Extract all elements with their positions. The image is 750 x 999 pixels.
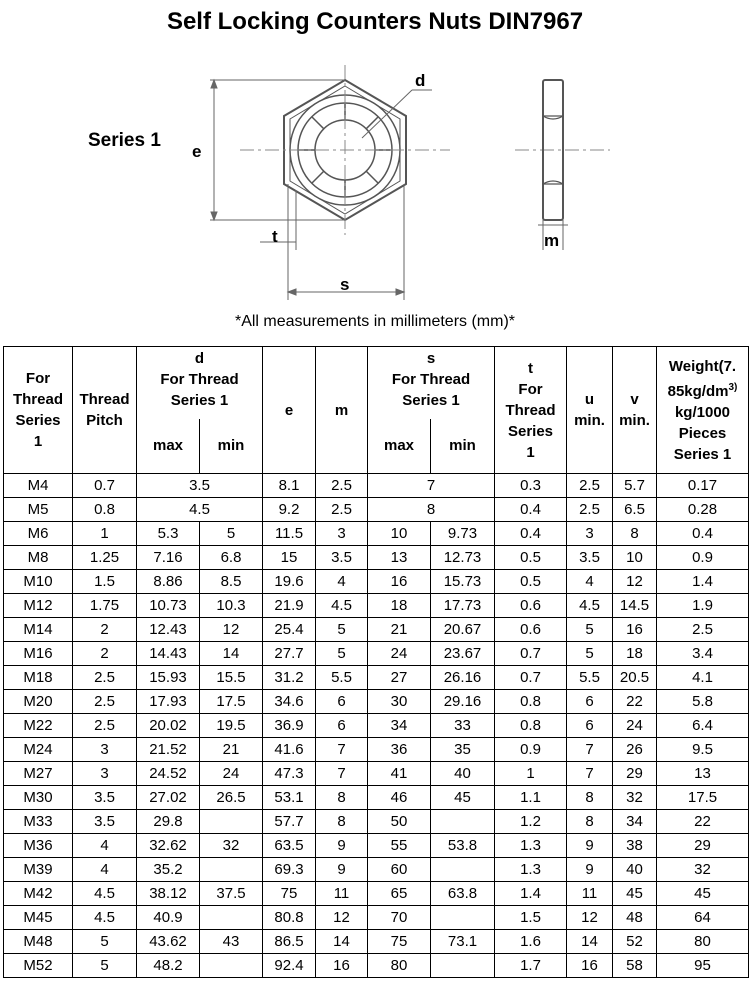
cell-weight: 0.28: [657, 498, 749, 522]
cell-e: 9.2: [263, 498, 316, 522]
cell-weight: 0.9: [657, 546, 749, 570]
cell-t: 0.6: [495, 618, 567, 642]
cell-thread: M36: [4, 834, 73, 858]
label-t: t: [272, 227, 278, 246]
cell-d-min: [200, 906, 263, 930]
cell-d-min: [200, 810, 263, 834]
cell-weight: 0.4: [657, 522, 749, 546]
cell-pitch: 1: [73, 522, 137, 546]
cell-e: 19.6: [263, 570, 316, 594]
cell-u: 5.5: [567, 666, 613, 690]
cell-u: 9: [567, 834, 613, 858]
cell-s-min: 35: [431, 738, 495, 762]
cell-pitch: 1.25: [73, 546, 137, 570]
cell-u: 7: [567, 738, 613, 762]
cell-e: 31.2: [263, 666, 316, 690]
cell-e: 69.3: [263, 858, 316, 882]
table-row: [4, 546, 749, 570]
cell-u: 4.5: [567, 594, 613, 618]
table-row: [4, 594, 749, 618]
cell-v: 8: [613, 522, 657, 546]
cell-v: 34: [613, 810, 657, 834]
cell-e: 86.5: [263, 930, 316, 954]
table-row: [4, 738, 749, 762]
cell-d-min: 24: [200, 762, 263, 786]
cell-m: 6: [316, 690, 368, 714]
header-d-min: min: [200, 419, 263, 474]
cell-s-min: 26.16: [431, 666, 495, 690]
label-m: m: [544, 231, 560, 250]
cell-weight: 64: [657, 906, 749, 930]
cell-v: 48: [613, 906, 657, 930]
cell-pitch: 4.5: [73, 882, 137, 906]
cell-s-min: [431, 906, 495, 930]
cell-d-min: 15.5: [200, 666, 263, 690]
cell-d-max: 27.02: [137, 786, 200, 810]
cell-d-max: 24.52: [137, 762, 200, 786]
cell-d-max: 21.52: [137, 738, 200, 762]
cell-s-max: 34: [368, 714, 431, 738]
header-s-max: max: [368, 419, 431, 474]
cell-m: 12: [316, 906, 368, 930]
cell-d-min: 26.5: [200, 786, 263, 810]
cell-weight: 9.5: [657, 738, 749, 762]
cell-s-min: 40: [431, 762, 495, 786]
cell-d-max: 5.3: [137, 522, 200, 546]
cell-weight: 22: [657, 810, 749, 834]
cell-u: 8: [567, 786, 613, 810]
cell-pitch: 3.5: [73, 810, 137, 834]
header-thread-pitch: Thread Pitch: [73, 347, 137, 474]
cell-t: 0.5: [495, 570, 567, 594]
cell-d-max: 35.2: [137, 858, 200, 882]
cell-thread: M6: [4, 522, 73, 546]
cell-d-min: 17.5: [200, 690, 263, 714]
table-row: [4, 474, 749, 498]
cell-s-max: 16: [368, 570, 431, 594]
cell-u: 5: [567, 642, 613, 666]
cell-thread: M39: [4, 858, 73, 882]
cell-d-min: 21: [200, 738, 263, 762]
cell-u: 7: [567, 762, 613, 786]
cell-v: 40: [613, 858, 657, 882]
cell-weight: 2.5: [657, 618, 749, 642]
table-body: [4, 474, 749, 978]
cell-d-max: 8.86: [137, 570, 200, 594]
header-d: d For Thread Series 1: [137, 347, 263, 419]
cell-s: 8: [368, 498, 495, 522]
spec-table: [3, 346, 749, 978]
cell-thread: M12: [4, 594, 73, 618]
cell-s-max: 30: [368, 690, 431, 714]
cell-pitch: 4: [73, 858, 137, 882]
cell-pitch: 3: [73, 762, 137, 786]
cell-m: 2.5: [316, 474, 368, 498]
measurement-note: *All measurements in millimeters (mm)*: [234, 313, 516, 330]
cell-d-min: 19.5: [200, 714, 263, 738]
cell-thread: M45: [4, 906, 73, 930]
cell-t: 0.7: [495, 642, 567, 666]
cell-t: 0.4: [495, 522, 567, 546]
nut-technical-drawing: [0, 60, 750, 305]
cell-d-max: 10.73: [137, 594, 200, 618]
cell-d-min: 8.5: [200, 570, 263, 594]
cell-s-max: 65: [368, 882, 431, 906]
cell-m: 9: [316, 858, 368, 882]
cell-pitch: 0.7: [73, 474, 137, 498]
cell-thread: M16: [4, 642, 73, 666]
cell-s-min: 23.67: [431, 642, 495, 666]
cell-thread: M52: [4, 954, 73, 978]
cell-d-max: 17.93: [137, 690, 200, 714]
cell-pitch: 1.75: [73, 594, 137, 618]
cell-s-max: 75: [368, 930, 431, 954]
cell-s-min: 53.8: [431, 834, 495, 858]
cell-thread: M48: [4, 930, 73, 954]
cell-s-max: 41: [368, 762, 431, 786]
cell-t: 0.4: [495, 498, 567, 522]
cell-s-min: 12.73: [431, 546, 495, 570]
cell-t: 1: [495, 762, 567, 786]
table-row: [4, 954, 749, 978]
cell-weight: 1.9: [657, 594, 749, 618]
cell-s-min: 17.73: [431, 594, 495, 618]
header-u: u min.: [567, 347, 613, 474]
cell-d-max: 40.9: [137, 906, 200, 930]
cell-u: 8: [567, 810, 613, 834]
cell-s-min: 9.73: [431, 522, 495, 546]
cell-m: 2.5: [316, 498, 368, 522]
cell-thread: M8: [4, 546, 73, 570]
cell-v: 22: [613, 690, 657, 714]
cell-d-max: 48.2: [137, 954, 200, 978]
cell-m: 16: [316, 954, 368, 978]
table-row: [4, 498, 749, 522]
cell-t: 0.9: [495, 738, 567, 762]
cell-d-min: 14: [200, 642, 263, 666]
cell-v: 20.5: [613, 666, 657, 690]
cell-pitch: 0.8: [73, 498, 137, 522]
cell-u: 3.5: [567, 546, 613, 570]
cell-s: 7: [368, 474, 495, 498]
table-row: [4, 690, 749, 714]
cell-s-max: 27: [368, 666, 431, 690]
series-label: Series 1: [88, 130, 161, 151]
cell-weight: 4.1: [657, 666, 749, 690]
cell-u: 11: [567, 882, 613, 906]
cell-weight: 45: [657, 882, 749, 906]
cell-v: 10: [613, 546, 657, 570]
cell-m: 5.5: [316, 666, 368, 690]
cell-v: 26: [613, 738, 657, 762]
cell-d-max: 15.93: [137, 666, 200, 690]
cell-t: 1.3: [495, 858, 567, 882]
cell-pitch: 3.5: [73, 786, 137, 810]
cell-s-min: 73.1: [431, 930, 495, 954]
cell-d-max: 20.02: [137, 714, 200, 738]
cell-e: 47.3: [263, 762, 316, 786]
cell-e: 57.7: [263, 810, 316, 834]
cell-m: 3.5: [316, 546, 368, 570]
cell-v: 5.7: [613, 474, 657, 498]
cell-weight: 17.5: [657, 786, 749, 810]
cell-weight: 6.4: [657, 714, 749, 738]
cell-m: 7: [316, 762, 368, 786]
cell-d-max: 29.8: [137, 810, 200, 834]
header-s: s For Thread Series 1: [368, 347, 495, 419]
cell-thread: M14: [4, 618, 73, 642]
cell-e: 21.9: [263, 594, 316, 618]
cell-u: 14: [567, 930, 613, 954]
cell-weight: 0.17: [657, 474, 749, 498]
cell-thread: M5: [4, 498, 73, 522]
label-e: e: [192, 142, 202, 161]
header-v: v min.: [613, 347, 657, 474]
cell-e: 63.5: [263, 834, 316, 858]
cell-pitch: 5: [73, 954, 137, 978]
cell-s-min: 33: [431, 714, 495, 738]
cell-m: 14: [316, 930, 368, 954]
cell-pitch: 2: [73, 642, 137, 666]
cell-m: 4.5: [316, 594, 368, 618]
cell-v: 32: [613, 786, 657, 810]
cell-u: 3: [567, 522, 613, 546]
cell-t: 1.4: [495, 882, 567, 906]
cell-s-max: 46: [368, 786, 431, 810]
table-row: [4, 618, 749, 642]
table-row: [4, 834, 749, 858]
header-d-max: max: [137, 419, 200, 474]
page-title: Self Locking Counters Nuts DIN7967: [166, 8, 584, 35]
header-s-min: min: [431, 419, 495, 474]
header-e: e: [263, 347, 316, 474]
cell-s-max: 36: [368, 738, 431, 762]
cell-s-min: 29.16: [431, 690, 495, 714]
cell-weight: 29: [657, 834, 749, 858]
cell-m: 3: [316, 522, 368, 546]
cell-d: 4.5: [137, 498, 263, 522]
cell-u: 4: [567, 570, 613, 594]
cell-v: 14.5: [613, 594, 657, 618]
table-row: [4, 642, 749, 666]
cell-e: 11.5: [263, 522, 316, 546]
cell-v: 6.5: [613, 498, 657, 522]
cell-d-min: 6.8: [200, 546, 263, 570]
cell-s-max: 50: [368, 810, 431, 834]
cell-e: 27.7: [263, 642, 316, 666]
cell-pitch: 3: [73, 738, 137, 762]
cell-d-min: 10.3: [200, 594, 263, 618]
cell-s-min: [431, 954, 495, 978]
cell-d-max: 14.43: [137, 642, 200, 666]
cell-t: 0.8: [495, 690, 567, 714]
cell-u: 5: [567, 618, 613, 642]
cell-weight: 13: [657, 762, 749, 786]
table-row: [4, 882, 749, 906]
cell-d-min: 37.5: [200, 882, 263, 906]
cell-d-max: 38.12: [137, 882, 200, 906]
cell-s-min: 45: [431, 786, 495, 810]
cell-m: 4: [316, 570, 368, 594]
cell-e: 15: [263, 546, 316, 570]
cell-v: 24: [613, 714, 657, 738]
cell-e: 41.6: [263, 738, 316, 762]
cell-pitch: 5: [73, 930, 137, 954]
table-row: [4, 930, 749, 954]
table-row: [4, 666, 749, 690]
cell-e: 25.4: [263, 618, 316, 642]
cell-t: 1.1: [495, 786, 567, 810]
header-m: m: [316, 347, 368, 474]
cell-t: 0.7: [495, 666, 567, 690]
cell-v: 16: [613, 618, 657, 642]
cell-e: 36.9: [263, 714, 316, 738]
table-row: [4, 906, 749, 930]
cell-v: 29: [613, 762, 657, 786]
cell-d-min: 32: [200, 834, 263, 858]
cell-pitch: 4: [73, 834, 137, 858]
cell-m: 8: [316, 810, 368, 834]
cell-u: 16: [567, 954, 613, 978]
cell-weight: 32: [657, 858, 749, 882]
cell-e: 92.4: [263, 954, 316, 978]
cell-t: 1.2: [495, 810, 567, 834]
cell-d-min: [200, 954, 263, 978]
cell-s-min: 63.8: [431, 882, 495, 906]
cell-thread: M22: [4, 714, 73, 738]
cell-s-min: [431, 858, 495, 882]
cell-t: 1.6: [495, 930, 567, 954]
table-row: [4, 522, 749, 546]
cell-thread: M27: [4, 762, 73, 786]
cell-weight: 5.8: [657, 690, 749, 714]
cell-thread: M30: [4, 786, 73, 810]
cell-t: 1.5: [495, 906, 567, 930]
cell-pitch: 2.5: [73, 690, 137, 714]
cell-thread: M4: [4, 474, 73, 498]
cell-t: 1.3: [495, 834, 567, 858]
header-for-thread: For Thread Series 1: [4, 347, 73, 474]
header-t: t For Thread Series 1: [495, 347, 567, 474]
cell-d-min: 5: [200, 522, 263, 546]
cell-s-max: 24: [368, 642, 431, 666]
cell-m: 11: [316, 882, 368, 906]
cell-u: 2.5: [567, 474, 613, 498]
cell-thread: M33: [4, 810, 73, 834]
cell-e: 53.1: [263, 786, 316, 810]
cell-s-max: 21: [368, 618, 431, 642]
cell-t: 0.3: [495, 474, 567, 498]
cell-d-min: 12: [200, 618, 263, 642]
cell-m: 8: [316, 786, 368, 810]
cell-u: 6: [567, 690, 613, 714]
cell-s-max: 80: [368, 954, 431, 978]
cell-weight: 3.4: [657, 642, 749, 666]
cell-s-min: 20.67: [431, 618, 495, 642]
cell-thread: M42: [4, 882, 73, 906]
label-d: d: [415, 71, 426, 90]
cell-thread: M24: [4, 738, 73, 762]
cell-s-max: 18: [368, 594, 431, 618]
cell-weight: 1.4: [657, 570, 749, 594]
table-row: [4, 858, 749, 882]
table-row: [4, 762, 749, 786]
cell-d: 3.5: [137, 474, 263, 498]
cell-e: 34.6: [263, 690, 316, 714]
cell-d-max: 7.16: [137, 546, 200, 570]
cell-v: 52: [613, 930, 657, 954]
cell-s-min: [431, 810, 495, 834]
cell-d-min: [200, 858, 263, 882]
cell-s-max: 55: [368, 834, 431, 858]
label-s: s: [340, 275, 350, 294]
cell-e: 80.8: [263, 906, 316, 930]
cell-u: 2.5: [567, 498, 613, 522]
table-row: [4, 714, 749, 738]
cell-thread: M18: [4, 666, 73, 690]
header-weight: Weight(7. $85kg/dm^{3)}$ kg/1000 Pieces Series 1: [657, 347, 749, 474]
table-row: [4, 786, 749, 810]
cell-pitch: 1.5: [73, 570, 137, 594]
cell-m: 7: [316, 738, 368, 762]
cell-pitch: 2: [73, 618, 137, 642]
cell-t: 1.7: [495, 954, 567, 978]
cell-v: 58: [613, 954, 657, 978]
table-row: [4, 570, 749, 594]
cell-t: 0.8: [495, 714, 567, 738]
cell-u: 6: [567, 714, 613, 738]
cell-s-max: 10: [368, 522, 431, 546]
cell-u: 12: [567, 906, 613, 930]
cell-v: 12: [613, 570, 657, 594]
cell-s-max: 70: [368, 906, 431, 930]
cell-d-max: 12.43: [137, 618, 200, 642]
cell-d-max: 43.62: [137, 930, 200, 954]
cell-s-max: 13: [368, 546, 431, 570]
cell-v: 18: [613, 642, 657, 666]
cell-u: 9: [567, 858, 613, 882]
cell-e: 75: [263, 882, 316, 906]
table-header: [4, 347, 749, 474]
cell-pitch: 4.5: [73, 906, 137, 930]
cell-v: 38: [613, 834, 657, 858]
cell-d-min: 43: [200, 930, 263, 954]
cell-pitch: 2.5: [73, 666, 137, 690]
cell-m: 5: [316, 618, 368, 642]
cell-s-max: 60: [368, 858, 431, 882]
cell-m: 9: [316, 834, 368, 858]
cell-t: 0.5: [495, 546, 567, 570]
cell-t: 0.6: [495, 594, 567, 618]
cell-weight: 80: [657, 930, 749, 954]
cell-v: 45: [613, 882, 657, 906]
cell-weight: 95: [657, 954, 749, 978]
cell-thread: M10: [4, 570, 73, 594]
cell-e: 8.1: [263, 474, 316, 498]
cell-s-min: 15.73: [431, 570, 495, 594]
cell-m: 6: [316, 714, 368, 738]
cell-d-max: 32.62: [137, 834, 200, 858]
cell-m: 5: [316, 642, 368, 666]
cell-thread: M20: [4, 690, 73, 714]
table-row: [4, 810, 749, 834]
cell-pitch: 2.5: [73, 714, 137, 738]
